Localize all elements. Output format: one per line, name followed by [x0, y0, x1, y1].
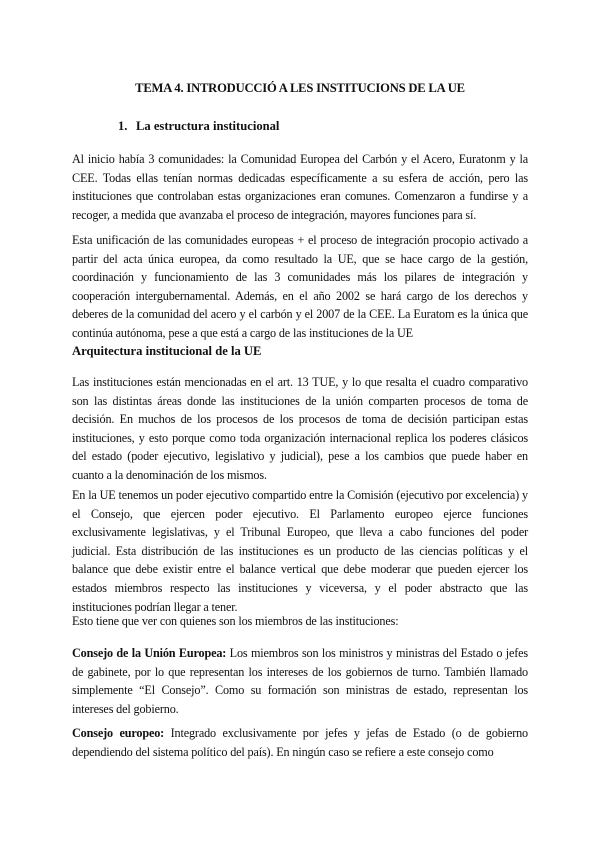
section-heading-label: La estructura institucional: [136, 119, 280, 133]
definition-consejo-europeo: Integrado exclusivamente por jefes y jefas de Estado (o de gobierno dependiendo del sistema político del país). En ningún caso se refiere a este consejo como: [72, 726, 529, 759]
paragraph-poder-ejecutivo: En la UE tenemos un poder ejecutivo compartido entre la Comisión (ejecutivo por excelencia) y el Consejo, que ejercen poder ejecutivo. El Parlamento europeo ejerce funciones exclusivamente legislativas, y el Tribunal Europeo, que lleva a cabo funciones del poder judicial. Esta distribución de las instituciones es un producto de las ciencias políticas y el balance que debe existir entre el balance vertical que debe moderar que pueden ejercer los estados miembros respecto las instituciones y viceversa, y el poder abstracto que las instituciones podrían llegar a tener.: [72, 488, 528, 614]
section-heading-arquitectura: Arquitectura institucional de la UE: [72, 344, 262, 358]
paragraph-consejo-europeo: [72, 724, 528, 761]
term-consejo-ue: Consejo de la Unión Europea:: [72, 646, 227, 660]
paragraph-intro: Al inicio había 3 comunidades: la Comunidad Europea del Carbón y el Acero, Euratonm y la CEE. Todas ellas tenían normas dedicadas específicamente a su esfera de acción, pero las instituciones que controlaban estas organizaciones eran comunes. Comenzaron a fundirse y a recoger, a medida que avanzaba el proceso de integración, mayores funciones para sí.: [72, 152, 528, 222]
paragraph-unificacion: Esta unificación de las comunidades europeas + el proceso de integración procopio activado a partir del acta única europea, da como resultado la UE, que se hace cargo de la gestión, coordinación y funcionamiento de las 3 comunidades más los pilares de integración y cooperación intergubernamental. Además, en el año 2002 se hará cargo de los derechos y deberes de la comunidad del acero y el carbón y el 2007 de la CEE. La Euratom es la única que continúa autónoma, pese a que está a cargo de las instituciones de la UE: [72, 233, 528, 340]
section-heading-estructura: [118, 117, 279, 136]
paragraph-instituciones: Las instituciones están mencionadas en el art. 13 TUE, y lo que resalta el cuadro comparativo son las distintas áreas donde las instituciones de la unión comparten procesos de toma de decisión. En muchos de los procesos de los procesos de toma de decisión participan estas instituciones, y esto porque como toda organización internacional replica los poderes clásicos del estado (poder ejecutivo, legislativo y judicial), pese a los cambios que puede haber en cuanto a la denominación de los mismos.: [72, 375, 528, 482]
paragraph-miembros: Esto tiene que ver con quienes son los miembros de las instituciones:: [72, 614, 399, 628]
document-title: TEMA 4. INTRODUCCIÓ A LES INSTITUCIONS DE LA UE: [135, 81, 465, 95]
term-consejo-europeo: Consejo europeo:: [72, 726, 165, 740]
paragraph-consejo-ue: [72, 644, 528, 718]
definition-consejo-ue: Los miembros son los ministros y ministras del Estado o jefes de gabinete, por lo que representan los intereses de los gobiernos de turno. También llamado simplemente “El Consejo”. Como su formación son ministras de estado, representan los intereses del gobierno.: [72, 646, 528, 716]
section-number: 1.: [118, 119, 128, 133]
